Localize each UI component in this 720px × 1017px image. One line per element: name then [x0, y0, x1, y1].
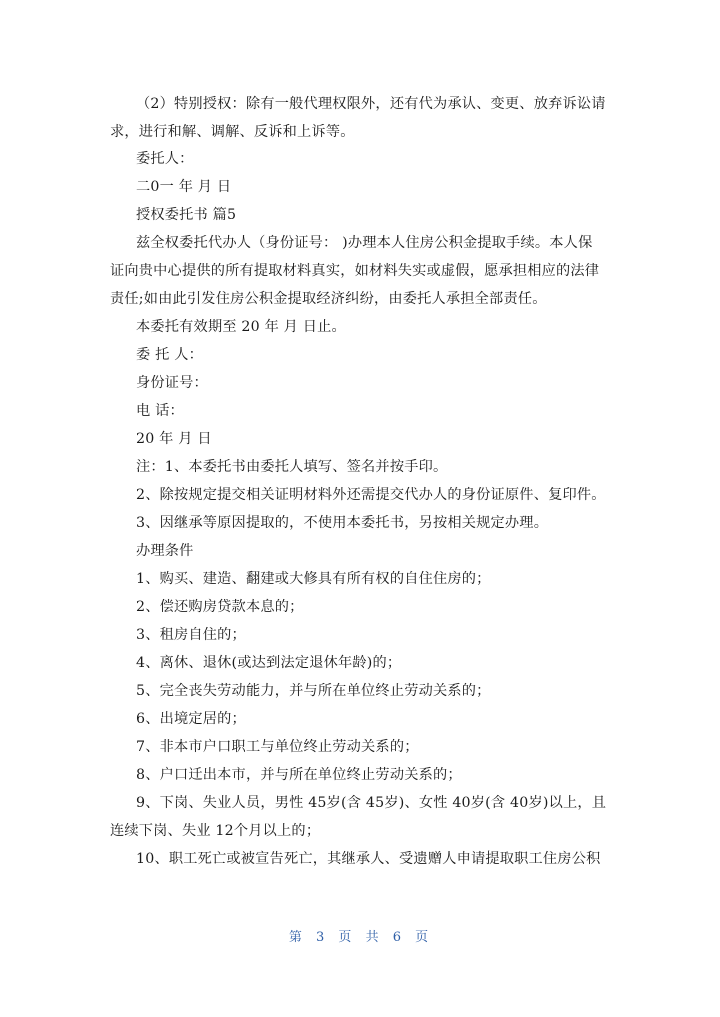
- text-line-22: 5、完全丧失劳动能力，并与所在单位终止劳动关系的；: [136, 683, 491, 699]
- text-line-25: 8、户口迁出本市，并与所在单位终止劳动关系的；: [136, 767, 462, 783]
- text-line-11: 身份证号：: [136, 375, 208, 391]
- footer-page-current: 3: [315, 930, 328, 945]
- text-line-26: 9、下岗、失业人员，男性 45岁(含 45岁)、女性 40岁(含 40岁)以上，且: [136, 795, 607, 811]
- text-line-1: （2）特别授权：除有一般代理权限外，还有代为承认、变更、放弃诉讼请: [136, 96, 606, 112]
- text-line-2: 求，进行和解、调解、反诉和上诉等。: [110, 124, 355, 140]
- text-line-13: 20 年 月 日: [136, 431, 212, 447]
- text-line-28: 10、职工死亡或被宣告死亡，其继承人、受遗赠人申请提取职工住房公积: [136, 851, 601, 867]
- text-line-3: 委托人：: [136, 151, 194, 167]
- text-line-9: 本委托有效期至 20 年 月 日止。: [136, 319, 346, 335]
- text-line-21: 4、离休、退休(或达到法定退休年龄)的；: [136, 655, 402, 671]
- text-line-6: 兹全权委托代办人（身份证号： )办理本人住房公积金提取手续。本人保: [136, 235, 593, 251]
- text-line-10: 委 托 人：: [136, 347, 203, 363]
- text-line-4: 二0一 年 月 日: [136, 179, 232, 195]
- text-line-23: 6、出境定居的；: [136, 711, 246, 727]
- subsection-heading: 办理条件: [136, 543, 194, 559]
- section-heading: 授权委托书 篇5: [136, 207, 237, 223]
- text-line-16: 3、因继承等原因提取的，不使用本委托书，另按相关规定办理。: [136, 515, 549, 531]
- footer-label-ye-end: 页: [415, 930, 432, 945]
- page-footer: [0, 926, 720, 945]
- text-line-15: 2、除按规定提交相关证明材料外还需提交代办人的身份证原件、复印件。: [136, 487, 606, 503]
- text-line-14: 注：1、本委托书由委托人填写、签名并按手印。: [136, 459, 448, 475]
- text-line-20: 3、租房自住的；: [136, 627, 246, 643]
- text-line-8: 责任;如由此引发住房公积金提取经济纠纷，由委托人承担全部责任。: [110, 291, 547, 307]
- text-line-12: 电 话：: [136, 403, 184, 419]
- footer-label-gong: 共: [365, 930, 382, 945]
- footer-label-di: 第: [288, 930, 305, 945]
- text-line-7: 证向贵中心提供的所有提取材料真实，如材料失实或虚假，愿承担相应的法律: [110, 263, 600, 279]
- text-line-18: 1、购买、建造、翻建或大修具有所有权的自住住房的；: [136, 571, 491, 587]
- text-line-19: 2、偿还购房贷款本息的；: [136, 599, 304, 615]
- text-line-27: 连续下岗、失业 12个月以上的；: [110, 823, 321, 839]
- text-line-24: 7、非本市户口职工与单位终止劳动关系的；: [136, 739, 419, 755]
- footer-page-total: 6: [392, 930, 404, 945]
- footer-label-ye: 页: [338, 930, 355, 945]
